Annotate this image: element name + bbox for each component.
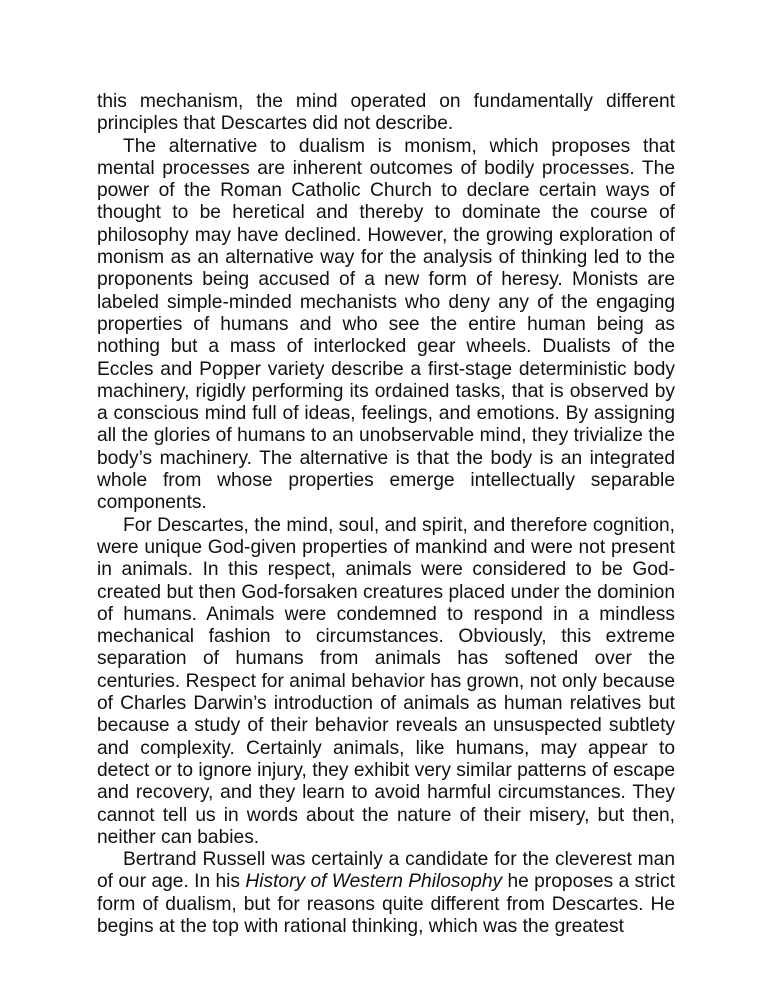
book-title-italic: History of Western Philosophy	[245, 871, 503, 893]
book-page-body	[97, 91, 675, 938]
paragraph-descartes-animals: For Descartes, the mind, soul, and spirit, and therefore cognition, were unique God-given properties of mankind and were not present in animals. In this respect, animals were considered to be God-created but then God-forsaken creatures placed under the dominion of humans. Animals were condemned to respond in a mindless mechanical fashion to circumstances. Obviously, this extreme separation of humans from animals has softened over the centuries. Respect for animal behavior has grown, not only because of Charles Darwin’s introduction of animals as human relatives but because a study of their behavior reveals an unsuspected subtlety and complexity. Certainly animals, like humans, may appear to detect or to ignore injury, they exhibit very similar patterns of escape and recovery, and they learn to avoid harmful circumstances. They cannot tell us in words about the nature of their misery, but then, neither can babies.	[97, 514, 675, 848]
paragraph-bertrand-russell	[97, 849, 675, 938]
russell-text-after: he proposes a strict form of dualism, but for reasons quite different from Descartes. He begins at the top with rational thinking, which was the greatest	[97, 871, 675, 937]
russell-text-before: Bertrand Russell was certainly a candidate for the cleverest man of our age. In his	[97, 849, 675, 893]
paragraph-monism: The alternative to dualism is monism, which proposes that mental processes are inherent outcomes of bodily processes. The power of the Roman Catholic Church to declare certain ways of thought to be heretical and thereby to dominate the course of philosophy may have declined. However, the growing exploration of monism as an alternative way for the analysis of thinking led to the proponents being accused of a new form of heresy. Monists are labeled simple-minded mechanists who deny any of the engaging properties of humans and who see the entire human being as nothing but a mass of interlocked gear wheels. Dualists of the Eccles and Popper variety describe a first-stage deterministic body machinery, rigidly performing its ordained tasks, that is observed by a conscious mind full of ideas, feelings, and emotions. By assigning all the glories of humans to an unobservable mind, they trivialize the body’s machinery. The alternative is that the body is an integrated whole from whose properties emerge intellectually separable components.	[97, 135, 675, 514]
paragraph-mechanism-continuation: this mechanism, the mind operated on fundamentally different principles that Descartes did not describe.	[97, 91, 675, 135]
